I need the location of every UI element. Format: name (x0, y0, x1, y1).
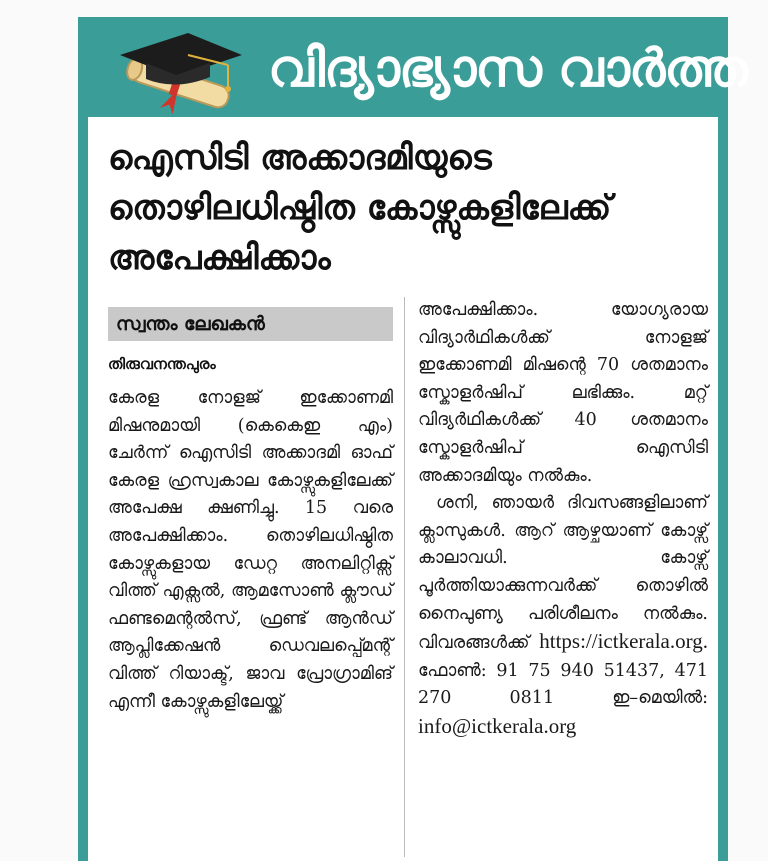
body-paragraph-right-1: അപേക്ഷിക്കാം. യോഗ്യരായ വിദ്യാർഥികൾക്ക് നോളജ് ഇക്കോണമി മിഷന്റെ 70 ശതമാനം സ്കോളർഷിപ് ലഭിക്കും. മറ്റ് വിദ്യർഥികൾക്ക് 40 ശതമാനം സ്കോളർഷിപ് ഐസിടി അക്കാദമിയും നൽകും. (418, 300, 708, 486)
email-link: info@ictkerala.org (418, 713, 577, 738)
byline: സ്വന്തം ലേഖകൻ (108, 307, 393, 341)
contact-info: ഫോൺ: 91 75 940 51437, 471 270 0811 ഇ–മെയിൽ: (418, 660, 708, 709)
graduation-cap-diploma-icon (110, 25, 250, 117)
right-column (418, 297, 708, 743)
left-column (108, 307, 393, 716)
body-paragraph-right-2 (418, 490, 708, 742)
website-link: https://ictkerala.org. (539, 629, 708, 654)
column-divider (404, 297, 405, 857)
dateline: തിരുവനന്തപുരം (108, 355, 216, 373)
section-header (78, 17, 747, 117)
body-paragraph-right-2-text: ശനി, ഞായർ ദിവസങ്ങളിലാണ് ക്ലാസുകൾ. ആറ് ആഴ്ചയാണ് കോഴ്സ് കാലാവധി. കോഴ്സ് പൂർത്തിയാക്കുന്നവർക്ക് തൊഴിൽ നൈപുണ്യ പരിശീലനം നൽകും. വിവരങ്ങൾക്ക് (418, 493, 708, 654)
article-frame (78, 17, 747, 861)
section-title: വിദ്യാഭ്യാസ വാർത്ത (268, 39, 747, 99)
article-body (88, 117, 718, 861)
body-paragraph-left: കേരള നോളജ് ഇക്കോണമി മിഷനുമായി (കെകെഇ എം) ചേർന്ന് ഐസിടി അക്കാദമി ഓഫ് കേരള ഹ്രസ്വകാല കോഴ്സുകളിലേക്ക് അപേക്ഷ ക്ഷണിച്ചു. 15 വരെ അപേക്ഷിക്കാം. തൊഴിലധിഷ്ഠിത കോഴ്സുകളായ ഡേറ്റ അനലിറ്റിക്സ് വിത്ത് എക്സൽ, ആമസോൺ ക്ലൗഡ് ഫണ്ടമെന്റൽസ്, ഫ്രണ്ട് ആൻഡ് ആപ്ലിക്കേഷൻ ഡെവലപ്പ്മെന്റ് വിത്ത് റിയാക്ട്, ജാവ പ്രോഗ്രാമിങ് എന്നീ കോഴ്സുകളിലേയ്ക്ക് (108, 388, 393, 712)
headline: ഐസിടി അക്കാദമിയുടെ തൊഴിലധിഷ്ഠിത കോഴ്സുകളിലേക്ക് അപേക്ഷിക്കാം (108, 138, 612, 278)
